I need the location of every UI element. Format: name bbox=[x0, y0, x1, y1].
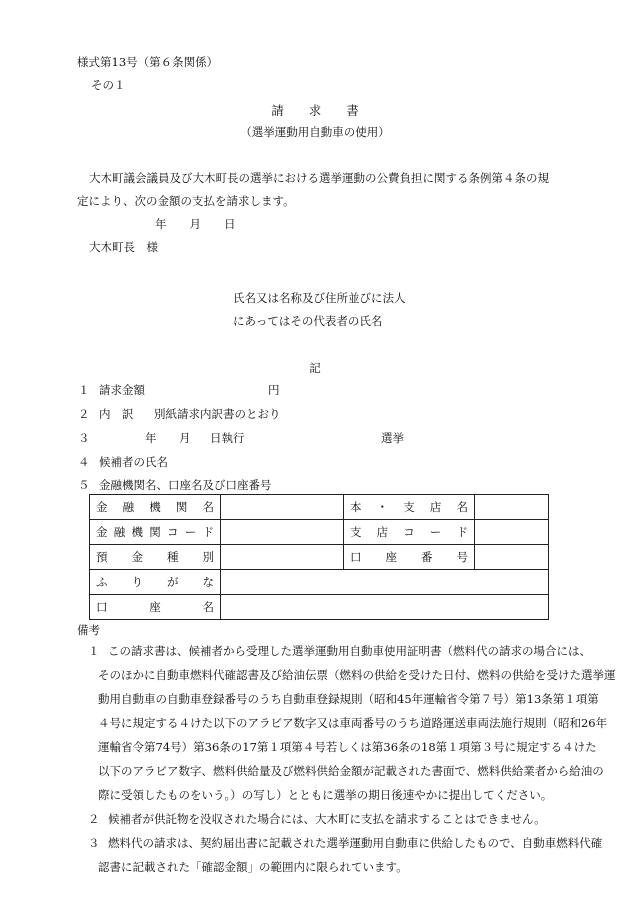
deposit-type-label: 預金種別 bbox=[90, 545, 221, 570]
item-5-label: 金融機関名、口座名及び口座番号 bbox=[99, 478, 272, 492]
note-3-line: 燃料代の請求は、契約届出書に記載された選挙運動用自動車に供給したもので、自動車燃料代確 bbox=[108, 836, 603, 850]
notes-heading: 備考 bbox=[77, 623, 100, 637]
note-3-number: ３ bbox=[88, 836, 100, 850]
note-1-line: そのほかに自動車燃料代確認書及び給油伝票（燃料の供給を受けた日付、燃料の供給を受けた選挙運 bbox=[98, 668, 616, 682]
item-4-number: ４ bbox=[78, 455, 90, 469]
note-1-line: 際に受領したものをいう。）の写し）とともに選挙の期日後速やかに提出してください。 bbox=[98, 788, 553, 802]
body-paragraph-line1: 大木町議会議員及び大木町長の選挙における選挙運動の公費負担に関する条例第４条の規 bbox=[89, 171, 549, 185]
item-5-number: ５ bbox=[78, 478, 90, 492]
item-2-number: ２ bbox=[78, 407, 90, 421]
addressee: 大木町長 様 bbox=[89, 240, 158, 254]
item-3-day: 日執行 bbox=[210, 431, 245, 445]
bank-name-cell[interactable] bbox=[221, 495, 344, 520]
item-2-label: 内 訳 bbox=[99, 407, 134, 421]
note-1-line: 動用自動車の自動車登録番号のうち自動車登録規則（昭和45年運輸省令第７号）第13条第１項第 bbox=[98, 692, 599, 706]
branch-code-label: 支店コード bbox=[344, 520, 475, 545]
branch-name-cell[interactable] bbox=[475, 495, 549, 520]
item-3-year: 年 bbox=[145, 431, 157, 445]
document-title: 請 求 書 bbox=[271, 103, 359, 118]
item-4-label: 候補者の氏名 bbox=[99, 455, 168, 469]
item-3-month: 月 bbox=[179, 431, 191, 445]
furigana-label: ふりがな bbox=[90, 570, 221, 595]
item-1-number: １ bbox=[78, 383, 90, 397]
bank-account-table bbox=[89, 494, 549, 620]
document-subtitle: （選挙運動用自動車の使用） bbox=[240, 125, 390, 139]
account-name-cell[interactable] bbox=[221, 595, 549, 620]
table-row bbox=[90, 520, 549, 545]
note-2-number: ２ bbox=[88, 812, 100, 826]
table-row bbox=[90, 495, 549, 520]
sub-number: その１ bbox=[91, 78, 126, 92]
branch-name-label: 本・支店名 bbox=[344, 495, 475, 520]
table-row bbox=[90, 545, 549, 570]
table-row bbox=[90, 570, 549, 595]
item-2-value: 別紙請求内訳書のとおり bbox=[154, 407, 281, 421]
signer-label-line2: にあってはその代表者の氏名 bbox=[233, 314, 383, 328]
branch-code-cell[interactable] bbox=[475, 520, 549, 545]
account-number-label: 口座番号 bbox=[344, 545, 475, 570]
item-3-election: 選挙 bbox=[381, 431, 404, 445]
note-1-line: ４号に規定する４けた以下のアラビア数字又は車両番号のうち道路運送車両法施行規則（昭和26年 bbox=[98, 716, 608, 730]
note-1-number: １ bbox=[88, 644, 100, 658]
account-number-cell[interactable] bbox=[475, 545, 549, 570]
deposit-type-cell[interactable] bbox=[221, 545, 344, 570]
date-line: 年 月 日 bbox=[155, 217, 236, 231]
bank-code-label: 金融機関コード bbox=[90, 520, 221, 545]
item-3-number: ３ bbox=[78, 431, 90, 445]
item-1-yen: 円 bbox=[268, 383, 280, 397]
furigana-cell[interactable] bbox=[221, 570, 549, 595]
signer-label-line1: 氏名又は名称及び住所並びに法人 bbox=[233, 291, 406, 305]
account-name-label: 口座名 bbox=[90, 595, 221, 620]
bank-code-cell[interactable] bbox=[221, 520, 344, 545]
form-number: 様式第13号（第６条関係） bbox=[77, 55, 219, 69]
note-3-line: 認書に記載された「確認金額」の範囲内に限られています。 bbox=[98, 860, 408, 874]
table-row bbox=[90, 595, 549, 620]
note-1-line: この請求書は、候補者から受理した選挙運動用自動車使用証明書（燃料代の請求の場合には、 bbox=[108, 644, 591, 658]
note-1-line: 以下のアラビア数字、燃料供給量及び燃料供給金額が記載された書面で、燃料供給業者から給油の bbox=[98, 764, 604, 778]
ki-marker: 記 bbox=[309, 361, 321, 375]
item-1-label: 請求金額 bbox=[99, 383, 145, 397]
note-2-text: 候補者が供託物を没収された場合には、大木町に支払を請求することはできません。 bbox=[108, 812, 546, 826]
note-1-line: 運輸省令第74号）第36条の17第１項第４号若しくは第36条の18第１項第３号に規定する４けた bbox=[98, 740, 597, 754]
body-paragraph-line2: 定により、次の金額の支払を請求します。 bbox=[77, 194, 295, 208]
bank-name-label: 金融機関名 bbox=[90, 495, 221, 520]
